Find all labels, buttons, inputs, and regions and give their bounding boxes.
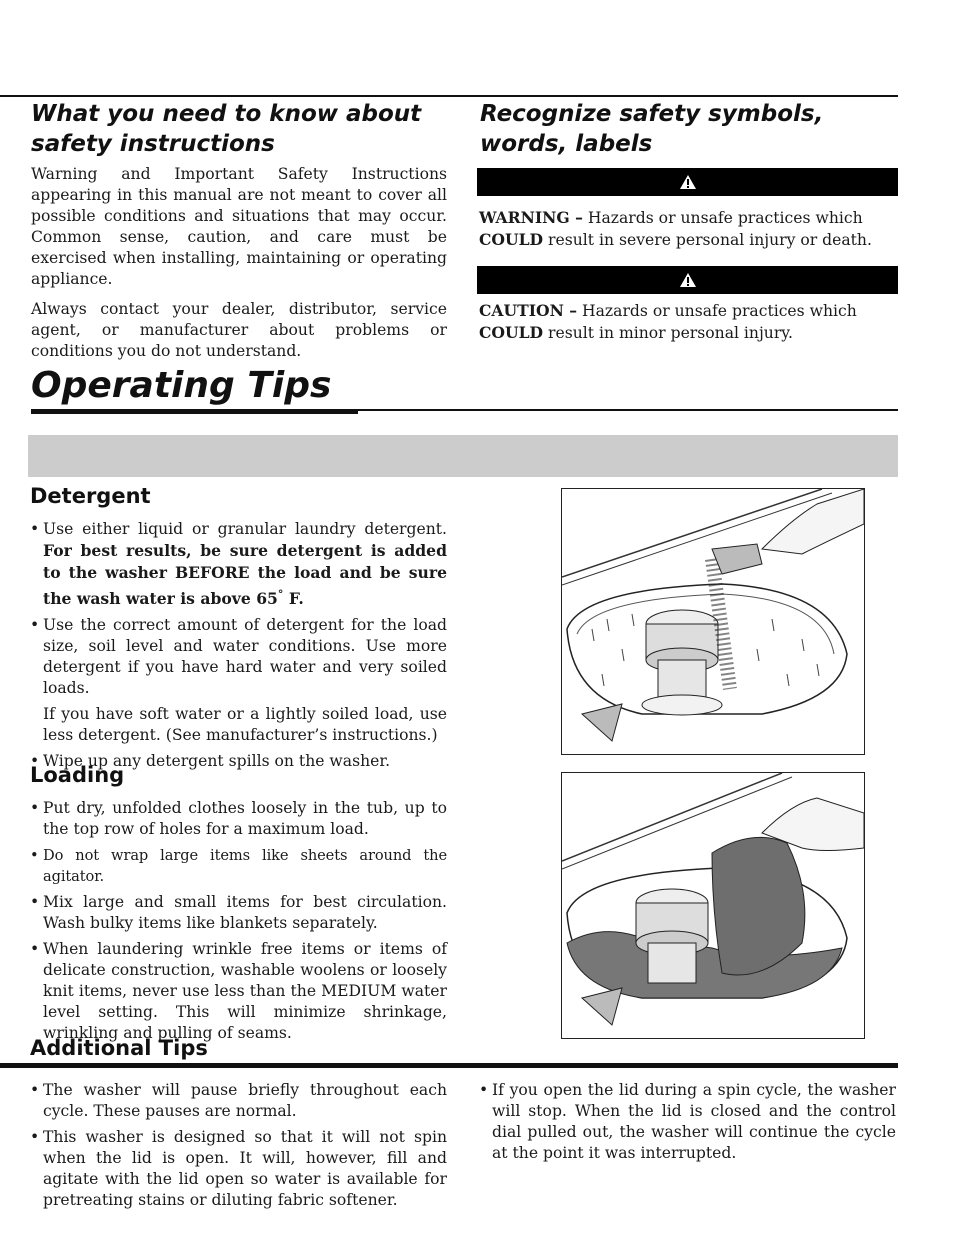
detergent-b1-unit: F. — [283, 589, 304, 609]
additional-right-list — [479, 1080, 896, 1169]
warning-text2: result in severe personal injury or death. — [543, 231, 872, 249]
caution-text1: Hazards or unsafe practices which — [577, 302, 857, 320]
section-title: Operating Tips — [31, 365, 332, 406]
warning-could: COULD — [479, 230, 544, 249]
warning-text1: Hazards or unsafe practices which — [582, 209, 863, 227]
detergent-list — [30, 519, 447, 777]
warning-text — [479, 207, 899, 251]
list-item: • If you open the lid during a spin cycle, the washer will stop. When the lid is closed and the control dial pulled out, the washer will continue the cycle at the point it was interrupted. — [479, 1080, 896, 1164]
loading-heading: Loading — [30, 763, 125, 787]
caution-text2: result in minor personal injury. — [543, 324, 793, 342]
safety-intro-body — [31, 164, 447, 362]
caution-bar — [477, 266, 898, 294]
list-item: • When laundering wrinkle free items or items of delicate construction, washable woolens or loosely knit items, never use less than the MEDIUM water level setting. This will minimize shrinkage, wrinkling and pulling of seams. — [30, 939, 447, 1044]
list-item: • Use the correct amount of detergent for the load size, soil level and water conditions. Use more detergent if you have hard water and very soiled loads. — [30, 615, 447, 699]
degree-symbol: ° — [277, 588, 284, 601]
list-item: • Mix large and small items for best circulation. Wash bulky items like blankets separately. — [30, 892, 447, 934]
washer-detergent-drawing — [562, 489, 864, 754]
list-item: • This washer is designed so that it will not spin when the lid is open. It will, however, fill and agitate with the lid open so water is available for pretreating stains or diluting fabric softener. — [30, 1127, 447, 1211]
detergent-illustration — [561, 488, 865, 755]
additional-heading: Additional Tips — [30, 1036, 208, 1060]
warning-bar — [477, 168, 898, 196]
caution-term: CAUTION – — [479, 301, 578, 320]
additional-left-list — [30, 1080, 447, 1216]
detergent-heading: Detergent — [30, 484, 151, 508]
loading-illustration — [561, 772, 865, 1039]
safety-intro-para1: Warning and Important Safety Instructions appearing in this manual are not meant to cover all possible conditions and situations that may occur. Common sense, caution, and care must be exercised when installing, maintaining or operating appliance. — [31, 165, 447, 288]
top-rule — [0, 95, 898, 97]
warning-term: WARNING – — [479, 208, 583, 227]
list-item-continuation: If you have soft water or a lightly soiled load, use less detergent. (See manufacturer’s instructions.) — [43, 705, 447, 745]
warning-triangle-icon — [679, 174, 697, 190]
list-item: • The washer will pause briefly throughout each cycle. These pauses are normal. — [30, 1080, 447, 1122]
detergent-b1-bold: For best results, be sure detergent is added to the washer BEFORE the load and be sure the wash water is above 65 — [43, 541, 447, 609]
list-item — [30, 519, 447, 610]
additional-rule — [0, 1063, 898, 1068]
safety-symbols-title: Recognize safety symbols, words, labels — [480, 101, 824, 157]
section-title-rule-thick — [31, 409, 358, 414]
safety-intro-title: What you need to know about safety instructions — [31, 101, 422, 157]
list-item: • Do not wrap large items like sheets around the agitator. — [30, 845, 447, 887]
list-item: • Put dry, unfolded clothes loosely in the tub, up to the top row of holes for a maximum load. — [30, 798, 447, 840]
list-item: • Wipe up any detergent spills on the washer. — [30, 751, 447, 772]
safety-intro-para2: Always contact your dealer, distributor, service agent, or manufacturer about problems or conditions you do not understand. — [31, 300, 447, 360]
loading-list — [30, 798, 447, 1049]
washer-loading-drawing — [562, 773, 864, 1038]
caution-text — [479, 300, 899, 344]
detergent-b1-normal: Use either liquid or granular laundry detergent. — [43, 520, 447, 538]
warning-triangle-icon — [679, 272, 697, 288]
gray-banner — [28, 435, 898, 477]
caution-could: COULD — [479, 323, 544, 342]
